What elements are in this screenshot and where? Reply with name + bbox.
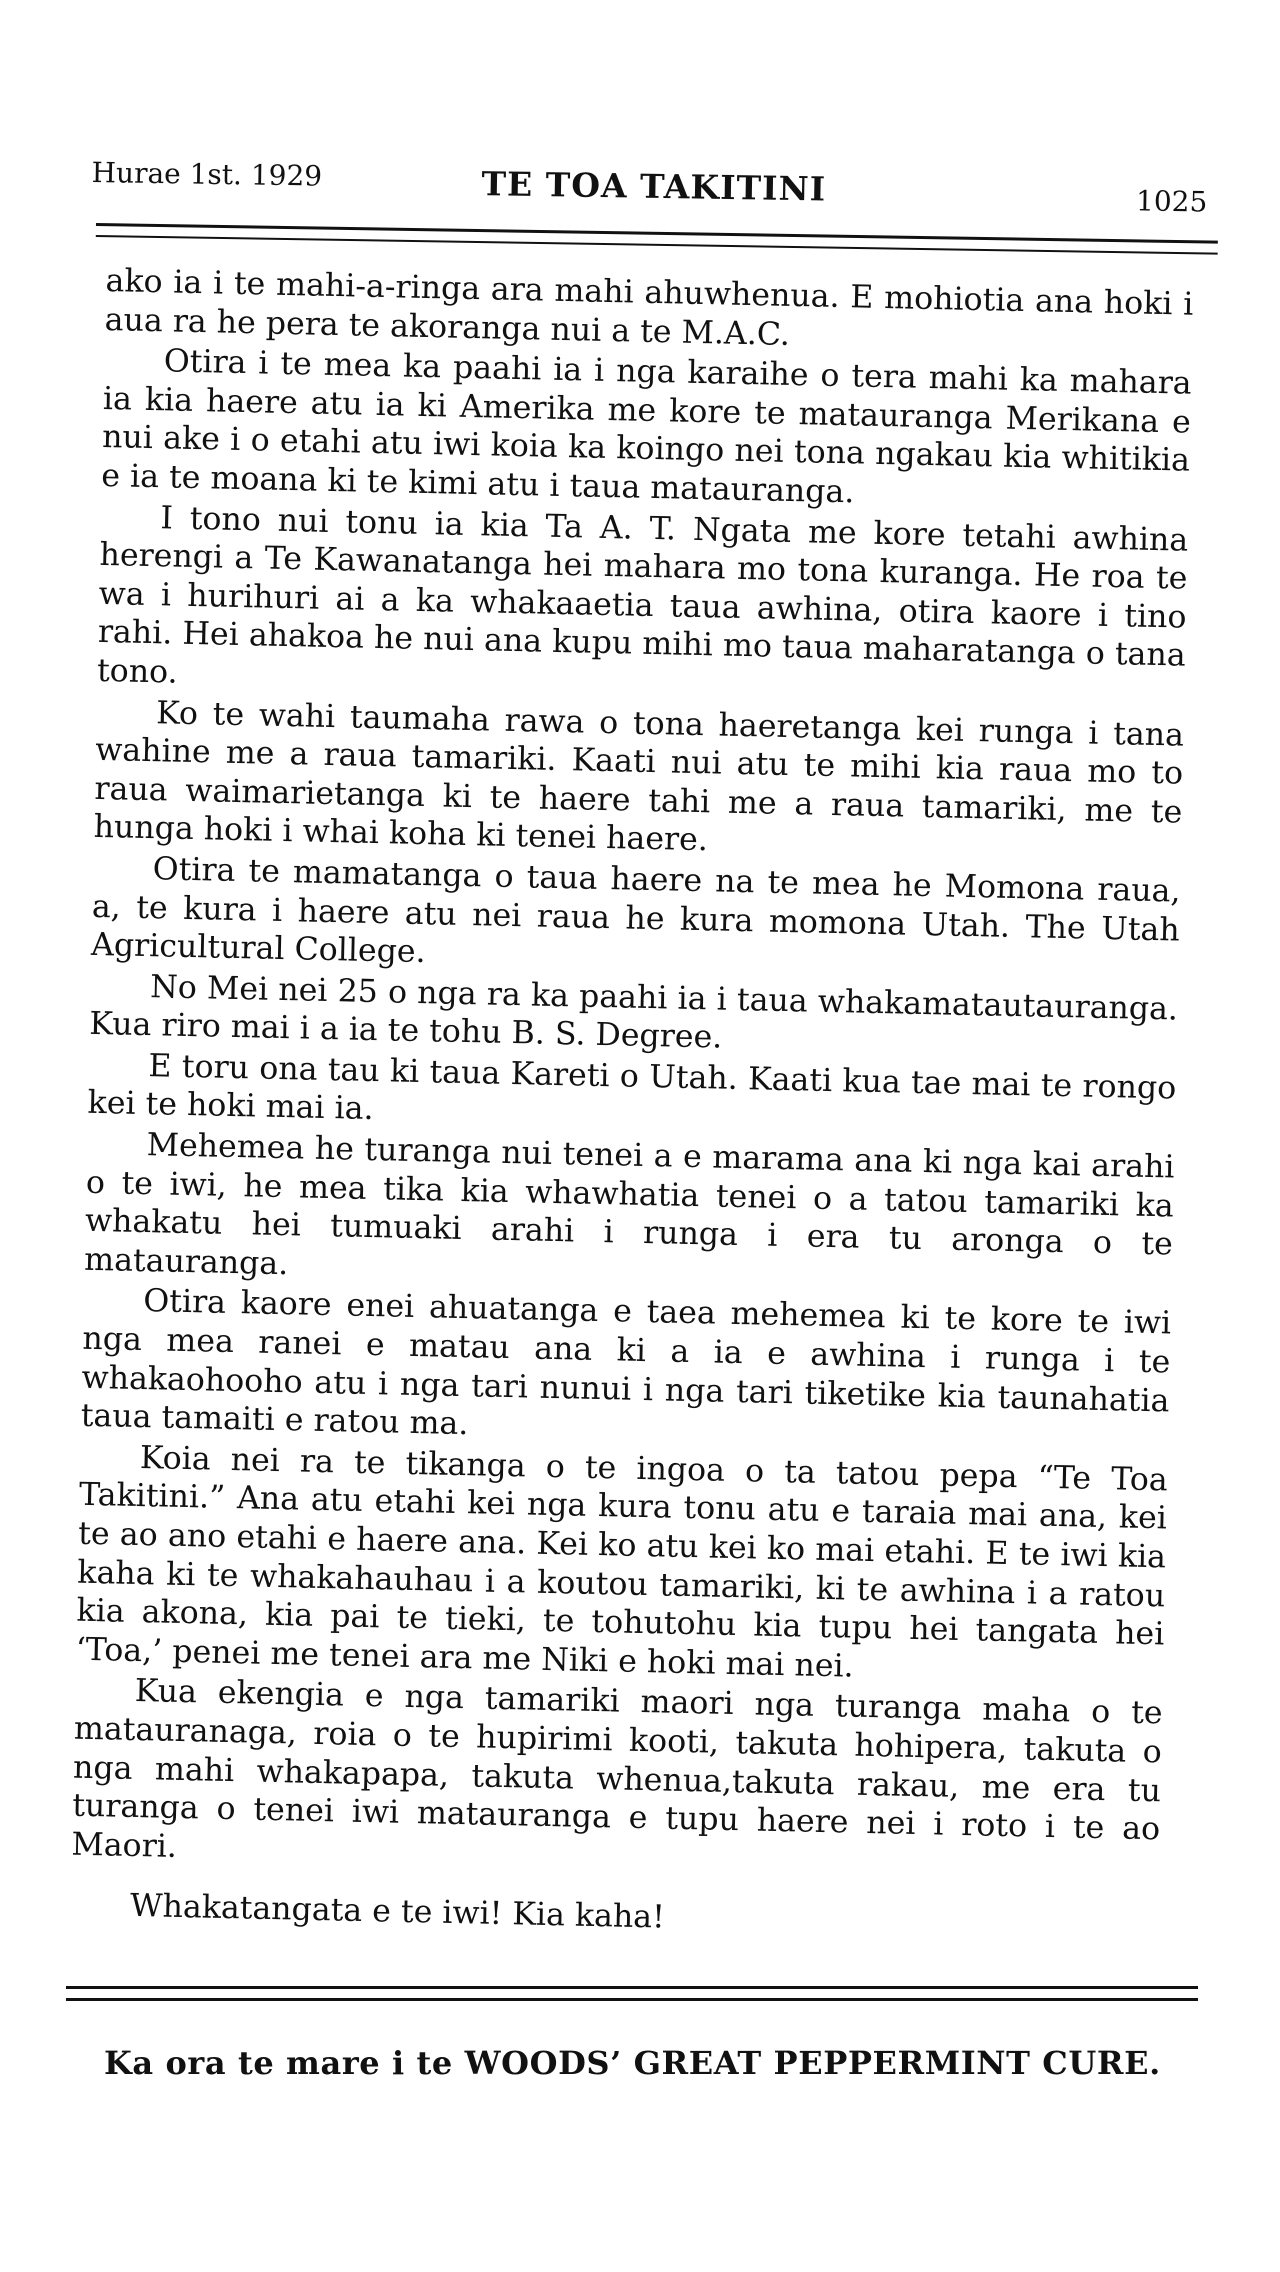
paragraph: Otira te mamatanga o taua haere na te mea he Momona raua, a, te kura i haere atu nei raua he kura momona Utah. The Utah Agricultural College. [90,851,1181,971]
paragraph: Otira i te mea ka paahi ia i nga karaihe o tera mahi ka mahara ia kia haere atu ia ki Amerika me kore te matauranga Merikana e nui ake i o etahi atu iwi koia ka koingo nei tona ngakau kia whitikia e ia te moana ki te kimi atu i taua matauranga. [100,343,1192,511]
paragraph: Ko te wahi taumaha rawa o tona haeretanga kei runga i tana wahine me a raua tamariki. Kaati nui atu te mihi kia raua mo to raua waimarietanga ki te haere tahi me a raua tamariki, me te hunga hoki i whai koha ki tenei haere. [93,694,1185,859]
page-number: 1025 [1135,184,1208,219]
advertisement: Ka ora te mare i te WOODS’ GREAT PEPPERMINT CURE. [104,2044,1161,2082]
page-header [91,150,1208,230]
paragraph: I tono nui tonu ia kia Ta A. T. Ngata me kore tetahi awhina herengi a Te Kawanatanga hei mahara mo tona kuranga. He roa te wa i hurihuri ai a ka whakaaetia taua awhina, otira kaore i tino rahi. Hei ahakoa he nui ana kupu mihi mo taua maharatanga o tana tono. [96,499,1189,691]
footer-rule [66,1986,1198,2001]
paragraph: Kua ekengia e nga tamariki maori nga turanga maha o te matauranaga, roia o te hupirimi kooti, takuta hohipera, takuta o nga mahi whakapapa, takuta whenua,takuta rakau, me era tu turanga o tenei iwi matauranga e tupu haere nei i roto i te ao Maori. [71,1673,1163,1865]
paragraph: Koia nei ra te tikanga o te ingoa o ta tatou pepa “Te Toa Takitini.” Ana atu etahi kei nga kura tonu atu e taraia mai ana, kei te ao ano etahi e haere ana. Kei ko atu kei ko mai etahi. E te iwi kia kaha ki te whakahauhau i a koutou tamariki, ki te awhina i a ratou kia akona, kia pai te tieki, te tohutohu kia tupu hei tangata hei ‘Toa,’ penei me tenei ara me Niki e hoki mai nei. [75,1439,1169,1685]
paragraph: ako ia i te mahi-a-ringa ara mahi ahuwhenua. E mohiotia ana hoki i aua ra he pera te akoranga nui a te M.A.C. [104,262,1194,353]
publication-title: TE TOA TAKITINI [481,164,827,209]
issue-date: Hurae 1st. 1929 [91,155,323,193]
paragraph: Mehemea he turanga nui tenei a e marama ana ki nga kai arahi o te iwi, he mea tika kia whawhatia tenei o a tatou tamariki ka whakatu hei tumuaki arahi i runga i era tu aronga o te matauranga. [83,1127,1175,1283]
paragraph: Otira kaore enei ahuatanga e taea mehemea ki te kore te iwi nga mea ranei e matau ana ki a ia e awhina i runga i te whakaohooho atu i nga tari nunui i nga tari tiketike kia taunahatia taua tamaiti e ratou ma. [80,1283,1172,1443]
paragraph: No Mei nei 25 o nga ra ka paahi ia i taua whakamatautauranga. Kua riro mai i a ia te tohu B. S. Degree. [88,968,1179,1056]
article-body [70,262,1194,1950]
header-rule [96,223,1218,255]
paragraph: E toru ona tau ki taua Kareti o Utah. Kaati kua tae mai te rongo kei te hoki mai ia. [87,1047,1177,1128]
closing-line: Whakatangata e te iwi! Kia kaha! [129,1888,666,1936]
